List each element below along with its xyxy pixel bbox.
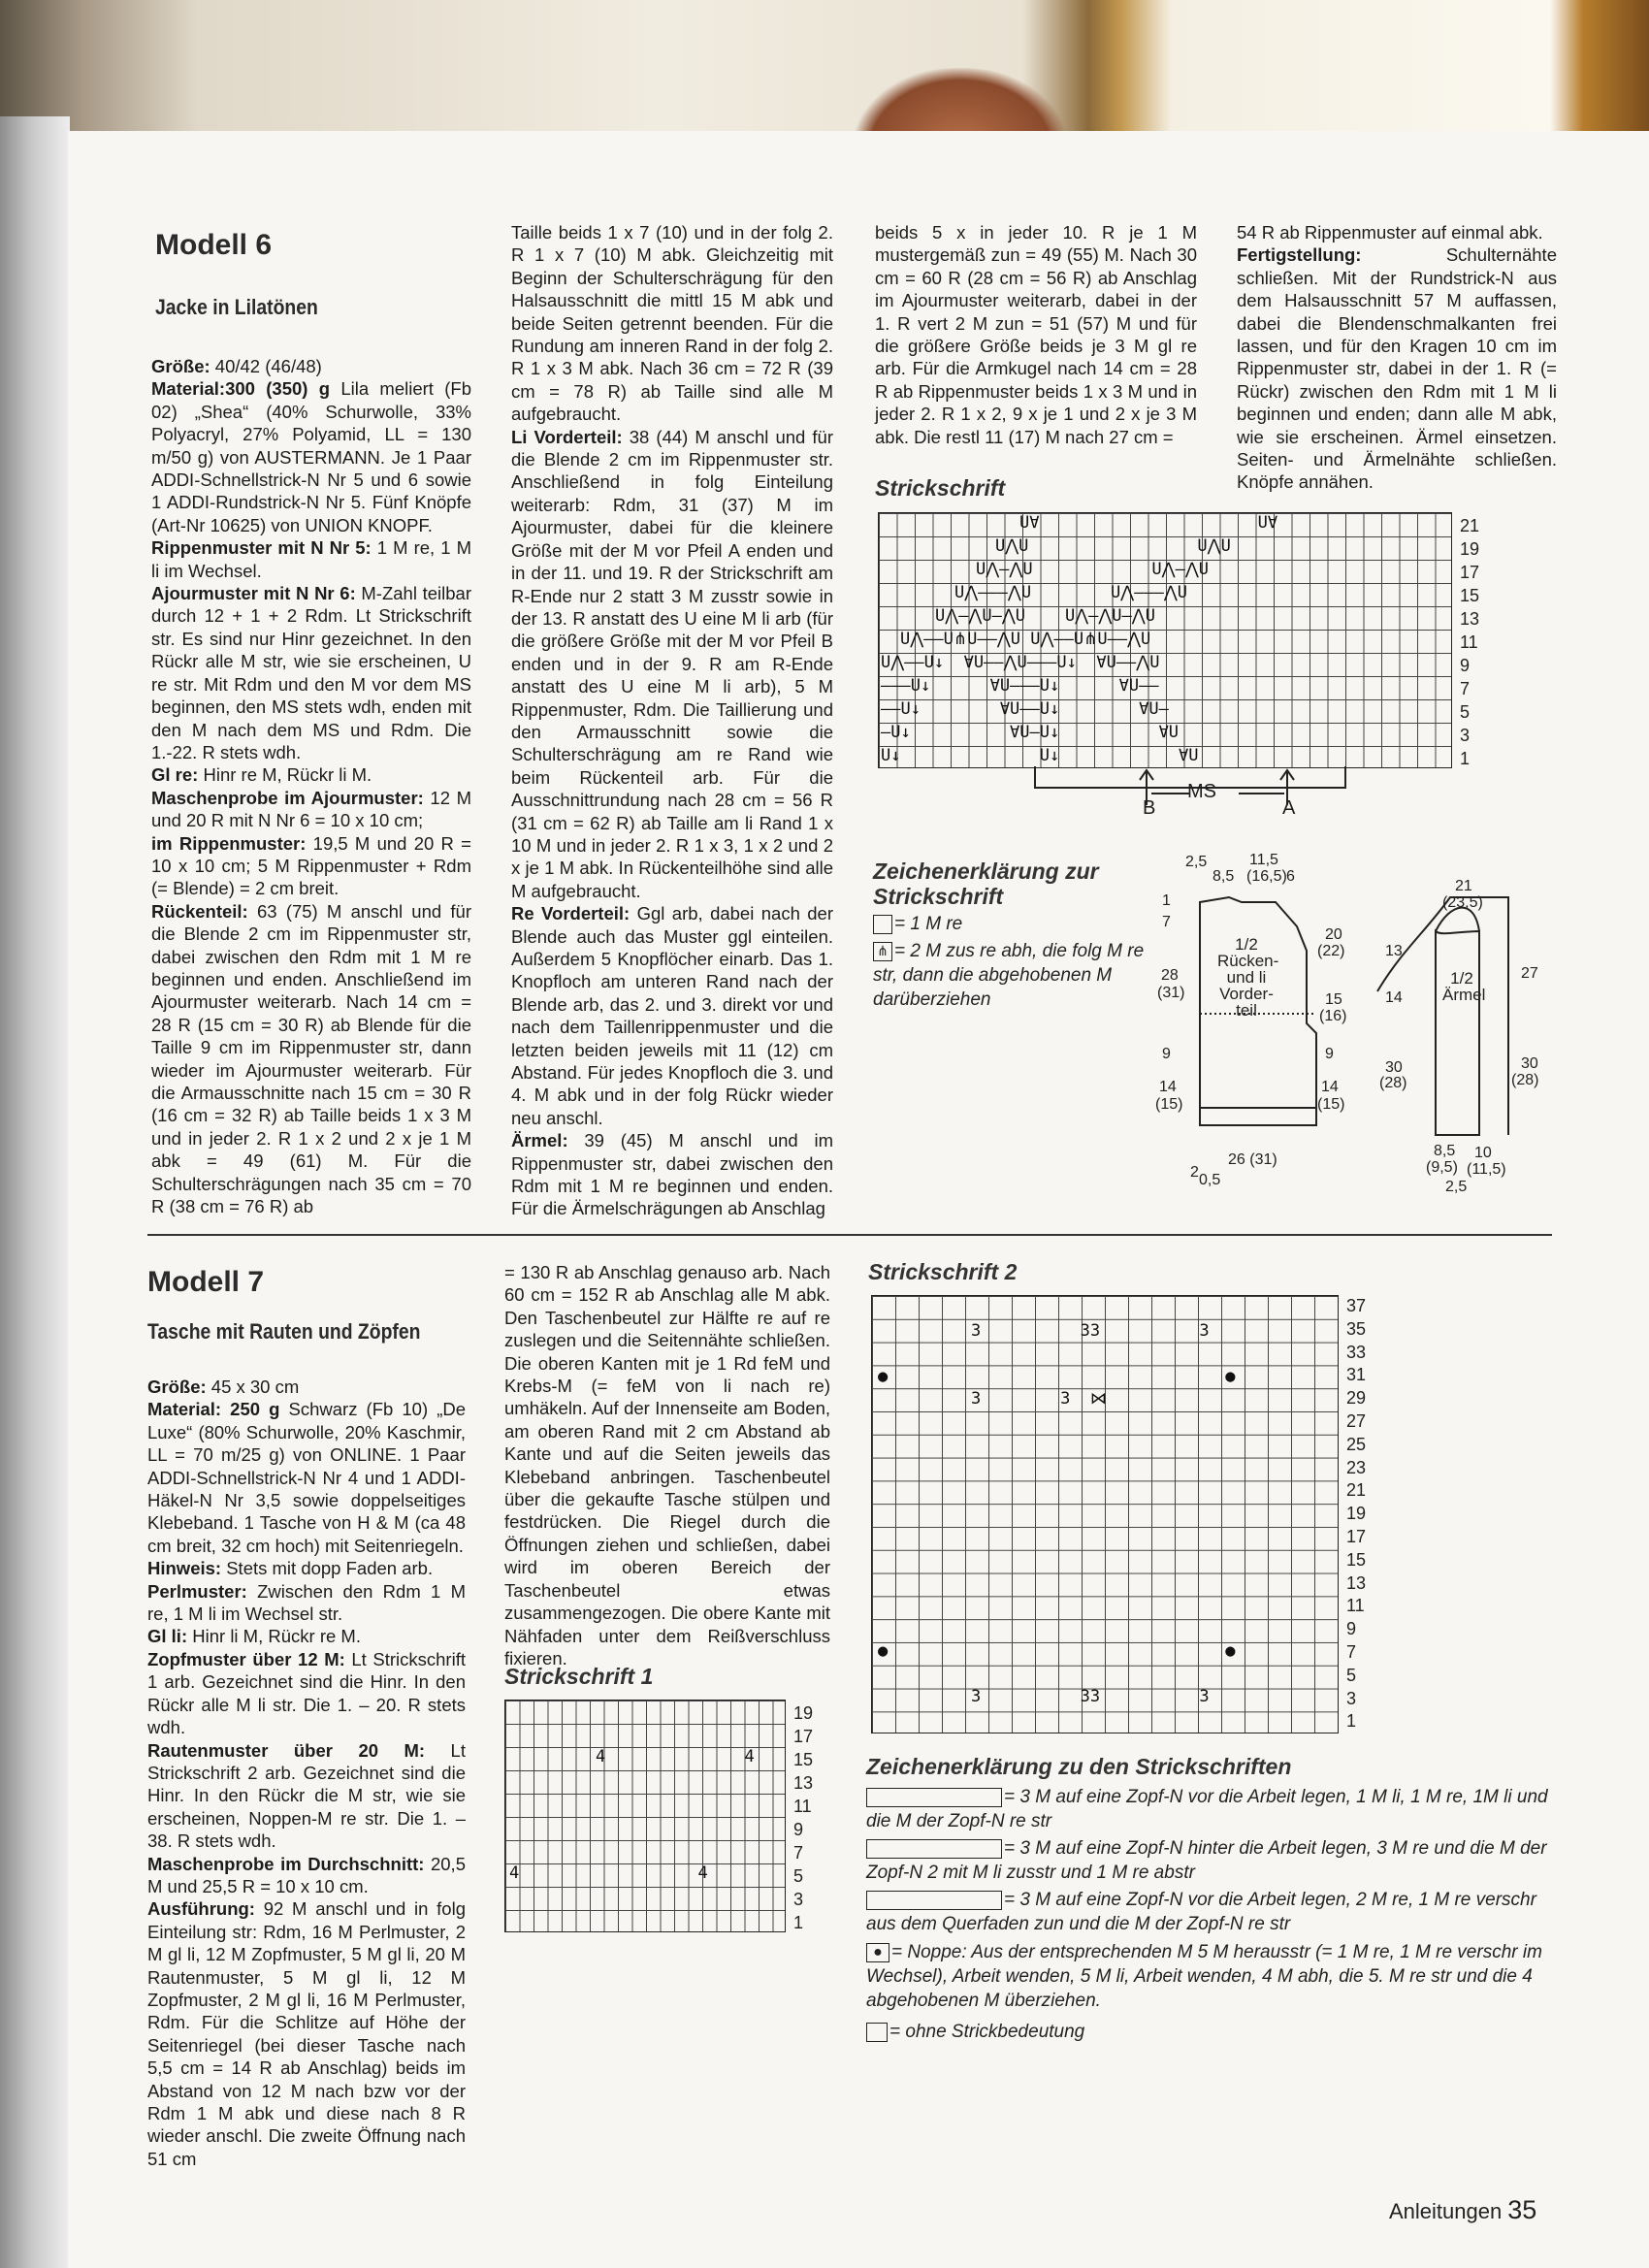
row-number: 7 (1460, 679, 1471, 698)
legend-text: = 1 M re (894, 914, 963, 934)
keyword: Gl re: (151, 764, 199, 786)
model7-legend-item-2 (866, 1836, 1565, 1885)
paragraph (511, 426, 833, 903)
schematic-dim: 13 (1385, 943, 1403, 959)
schematic-dim: (28) (1511, 1072, 1539, 1088)
legend-text: = 3 M auf eine Zopf-N hinter die Arbeit legen, 3 M re und die M der Zopf-N 2 mit M li zusstr und 1 M re abstr (866, 1838, 1547, 1883)
schematic-dim: 8,5 (1212, 868, 1235, 885)
keyword: im Rippenmuster: (151, 832, 307, 854)
paragraph (1237, 243, 1557, 493)
body-text: beids 5 x in jeder 10. R je 1 M mustergemäß zun = 49 (55) M. Nach 30 cm = 60 R (28 cm = 56 R) ab Anschlag im Ajourmuster weiterarb, dabei in der 1. R vert 2 M zun = 51 (57) M und für die größere Größe beids je 3 M gl re arb. Für die Armkugel nach 14 cm = 28 R ab Rippenmuster beids 1 x 3 M und in jeder 2. R 1 x 2, 9 x je 1 und 2 x je 3 M abk. Die restl 11 (17) M nach 27 cm = (875, 222, 1197, 447)
row-number: 13 (793, 1773, 814, 1793)
page-footer (1389, 2195, 1536, 2225)
paragraph (151, 536, 471, 582)
schematic-dim: 2 (1190, 1164, 1199, 1181)
body-text: Lt Strickschrift 1 arb. Gezeichnet sind die Hinr. In den Rückr alle M li str. Die 1. – 20. R stets wdh. (147, 1648, 466, 1738)
schematic-dim: 0,5 (1199, 1172, 1221, 1188)
legend-text: = ohne Strickbedeutung (889, 2022, 1085, 2042)
schematic-dim: (11,5) (1467, 1161, 1506, 1178)
paragraph (1237, 221, 1557, 243)
body-text: 20,5 M und 25,5 R = 10 x 10 cm. (147, 1853, 466, 1896)
model7-column-1 (147, 1376, 466, 2170)
paragraph (511, 221, 833, 426)
model7-legend-item-3 (866, 1888, 1565, 1936)
blank-cell-icon (873, 915, 892, 934)
body-text: Lila meliert (Fb 02) „Shea“ (40% Schurwolle, 33% Polyacryl, 27% Polyamid, LL = 130 m/50 g) von AUSTERMANN. Je 1 Paar ADDI-Schnellstrick-N Nr 5 und 6 sowie 1 ADDI-Rundstrick-N Nr 5. Fünf Knöpfe (Art-Nr 10625) von UNION KNOPF. (151, 378, 471, 535)
row-number: 5 (1460, 702, 1471, 722)
model6-ms-label: MS (1187, 781, 1216, 802)
schematic-piece-label: 1/2 Rücken- und li Vorder- teil (1217, 935, 1279, 1020)
chart-symbols: U⋀–––⋀U U⋀–––⋀U (954, 583, 1188, 602)
chart-symbols: 4 4 (596, 1747, 755, 1766)
chart-symbols: 3 3 ⋈ (971, 1389, 1107, 1409)
keyword: Maschenprobe im Durchschnitt: (147, 1853, 425, 1874)
paragraph (151, 377, 471, 536)
no-stitch-symbol-icon (866, 2023, 888, 2042)
schematic-dim: 6 (1286, 868, 1295, 885)
arrow-a-label: A (1282, 797, 1296, 819)
row-number: 19 (1346, 1504, 1367, 1524)
book-spine (0, 116, 70, 2268)
keyword: Perlmuster: (147, 1580, 247, 1602)
section-divider (147, 1234, 1552, 1236)
schematic-dim: 9 (1162, 1046, 1171, 1062)
model6-subtitle: Jacke in Lilatönen (155, 295, 318, 319)
row-number: 17 (1346, 1527, 1367, 1546)
chart-symbols: ––U↓ ∀U––U↓ ∀U– (881, 699, 1169, 719)
row-number: 7 (1346, 1642, 1357, 1662)
keyword: Maschenprobe im Ajourmuster: (151, 787, 424, 808)
paragraph (147, 1853, 466, 1898)
model7-chart1-title: Strickschrift 1 (504, 1664, 654, 1689)
schematic-dim: 15 (1325, 991, 1342, 1008)
row-number: 1 (1346, 1711, 1357, 1732)
model7-legend-title: Zeichenerklärung zu den Strickschriften (866, 1754, 1292, 1779)
legend-text: = 2 M zus re abh, die folg M re str, dann die abgehobenen M darüberziehen (873, 941, 1145, 1010)
legend-text: = Noppe: Aus der entsprechenden M 5 M herausstr (= 1 M re, 1 M re verschr im Wechsel), Arbeit wenden, 5 M li, Arbeit wenden, 4 M abh, die 5. M re str und die 4 abgehobenen M überziehen. (866, 1942, 1542, 2011)
schematic-dim: 8,5 (1434, 1143, 1456, 1159)
chart-symbols: ● ● (878, 1367, 1236, 1386)
model7-chart2-title: Strickschrift 2 (868, 1259, 1018, 1284)
paragraph (147, 1376, 466, 1398)
keyword: Li Vorderteil: (511, 426, 623, 447)
row-number: 13 (1460, 609, 1480, 629)
model7-legend-item-1 (866, 1785, 1565, 1833)
paragraph (147, 1739, 466, 1853)
row-number: 33 (1346, 1342, 1367, 1362)
keyword: Rippenmuster mit N Nr 5: (151, 537, 372, 559)
row-number: 21 (1460, 516, 1480, 535)
chart-symbols: U⋀––U⋔U––⋀U U⋀––U⋔U––⋀U (900, 630, 1151, 649)
keyword: Ajourmuster mit N Nr 6: (151, 583, 356, 604)
body-text: Hinr re M, Rückr li M. (198, 764, 372, 786)
row-number: 15 (1346, 1549, 1367, 1570)
keyword: Gl li: (147, 1626, 188, 1647)
schematic-dim: 2,5 (1185, 854, 1208, 870)
keyword: Größe: (147, 1377, 207, 1397)
schematic-dim: 9 (1325, 1046, 1334, 1062)
model6-column-1 (151, 355, 471, 1217)
row-number: 19 (793, 1703, 814, 1723)
body-text: Hinr li M, Rückr re M. (187, 1626, 361, 1647)
decrease-symbol-icon: ⋔ (873, 942, 892, 961)
body-text: Zwischen den Rdm 1 M re, 1 M li im Wechsel str. (147, 1580, 466, 1625)
row-number: 25 (1346, 1434, 1367, 1454)
chart-symbols: 3 33 3 (971, 1321, 1210, 1341)
keyword: Rautenmuster über 20 M: (147, 1739, 426, 1761)
row-number: 37 (1346, 1296, 1367, 1315)
row-number: 1 (1460, 749, 1471, 768)
row-number: 15 (1460, 586, 1480, 605)
model6-chart-grid (878, 512, 1452, 768)
paragraph (151, 787, 471, 832)
model7-title: Modell 7 (147, 1266, 265, 1298)
model6-legend-item-2 (873, 939, 1145, 1012)
chart-symbols: –U↓ ∀U–U↓ ∀U (881, 723, 1180, 742)
chart-symbols: –––U↓ ∀U–––U↓ ∀U–– (881, 676, 1159, 696)
model7-chart1-grid (504, 1700, 786, 1932)
model6-column-2 (511, 221, 833, 1220)
chart-symbols: U↓ U↓ ∀U (881, 746, 1199, 765)
body-text: 63 (75) M anschl und für die Blende 2 cm im Rippenmuster str, dabei zwischen den Rdm mit 1 M re beginnen und enden. Anschließend im Ajourmuster weiterarb. Nach 14 cm = 28 R (15 cm = 30 R) ab Blende für die Taille 9 cm im Rippenmuster str, dann wieder im Ajourmuster weiterarb. Für die Armausschnitte nach 15 cm = 30 R (16 cm = 32 R) ab Taille beids 1 x 3 M und in jeder 2. R 1 x 2 und 2 x je 1 M abk = 49 (61) M. Für die Schulterschrägungen nach 35 cm = 70 R (38 cm = 76 R) ab (151, 900, 471, 1217)
row-number: 9 (1346, 1619, 1357, 1639)
cable-front-symbol-icon (866, 1788, 1002, 1807)
schematic-dim: 20 (1325, 926, 1342, 943)
model7-subtitle: Tasche mit Rauten und Zöpfen (147, 1319, 421, 1344)
row-number: 21 (1346, 1480, 1367, 1501)
paragraph (147, 1625, 466, 1647)
schematic-dim: 14 (1159, 1079, 1177, 1095)
paragraph (511, 902, 833, 1129)
row-number: 3 (1346, 1688, 1357, 1708)
paragraph (147, 1398, 466, 1557)
row-number: 11 (1346, 1596, 1365, 1616)
row-number: 1 (793, 1913, 804, 1932)
schematic-dim: (15) (1317, 1096, 1345, 1113)
row-number: 13 (1346, 1572, 1367, 1593)
cable-increase-symbol-icon (866, 1891, 1002, 1910)
row-number: 7 (793, 1843, 804, 1863)
model7-chart2-grid (871, 1295, 1339, 1733)
header-photo (0, 0, 1649, 134)
schematic-dim: 30 (1521, 1055, 1538, 1072)
body-text: 92 M anschl und in folg Einteilung str: Rdm, 16 M Perlmuster, 2 M gl li, 12 M Zopfmuster, 5 M gl li, 20 M Rautenmuster, 5 M gl li, 12 M Zopfmuster, 2 M gl li, 16 M Perlmuster, Rdm. Für die Schlitze auf Höhe der Seitenriegel (bei dieser Tasche nach 5,5 cm = 14 R ab Anschlag) beids im Abstand von 12 M nach bzw vor der Rdm 1 M abk und diese nach 8 R wieder anschl. Die zweite Öffnung nach 51 cm (147, 1898, 466, 2169)
keyword: Ärmel: (511, 1130, 568, 1151)
keyword: Ausführung: (147, 1898, 255, 1920)
schematic-dim: 1 (1162, 892, 1171, 909)
model7-legend-item-4 (866, 1940, 1565, 2013)
keyword: Größe: (151, 356, 210, 376)
schematic-dim: (23,5) (1442, 894, 1483, 911)
chart-symbols: 3 33 3 (971, 1687, 1210, 1706)
body-text: 12 M und 20 R mit N Nr 6 = 10 x 10 cm; (151, 787, 471, 831)
body-text: Taille beids 1 x 7 (10) und in der folg 2. R 1 x 7 (10) M abk. Gleichzeitig mit Beginn der Schulterschrägung für den Halsausschnitt die mittl 15 M abk und beide Seiten getrennt beenden. Für die Rundung am inneren Rand in der folg 2. R 1 x 3 M abk. Nach 36 cm = 72 R (39 cm = 78 R) ab Taille sind alle M aufgebraucht. (511, 222, 833, 425)
schematic-dim: 14 (1321, 1079, 1339, 1095)
keyword: Re Vorderteil: (511, 903, 630, 924)
schematic-dim: 27 (1521, 965, 1538, 982)
bobble-symbol-icon: ● (866, 1943, 889, 1962)
row-number: 17 (793, 1727, 814, 1746)
row-number: 9 (793, 1820, 804, 1839)
row-number: 5 (1346, 1665, 1357, 1685)
chart-symbols: 4 4 (509, 1863, 708, 1883)
body-text: = 130 R ab Anschlag genauso arb. Nach 60 cm = 152 R ab Anschlag alle M abk. Den Taschenbeutel zur Hälfte re auf re zuslegen und die Seitennähte schließen. Die oberen Kanten mit je 1 Rd feM und Krebs-M (= feM von li nach re) umhäkeln. Auf der Innenseite am Boden, am oberen Rand mit 2 cm Abstand ab Kante und auf die Seiten jeweils das Klebeband anbringen. Taschenbeutel über die gekaufte Tasche stülpen und festdrücken. Die Riegel durch die Öffnungen ziehen und schließen, dabei wird im oberen Bereich der Taschenbeutel etwas zusammengezogen. Die obere Kante mit Nähfaden unter dem Reißverschluss fixieren. (504, 1262, 830, 1669)
chart-symbols: U⋀––U↓ ∀U––⋀U–––U↓ ∀U––⋀U (881, 653, 1160, 672)
body-text: 54 R ab Rippenmuster auf einmal abk. (1237, 222, 1543, 243)
model6-legend-item-1 (873, 912, 1145, 936)
model6-chart-title: Strickschrift (875, 475, 1006, 501)
paragraph (151, 582, 471, 763)
schematic-dim: 2,5 (1445, 1179, 1468, 1195)
body-text: Schulternähte schließen. Mit der Rundstrick-N aus dem Halsausschnitt 57 M auffassen, dabei die Blendenschmalkanten frei lassen, und für den Kragen 10 cm im Rippenmuster str, dabei in der 1. R (= Rückr) zwischen den Rdm mit 1 M li beginnen und enden; dann alle M abk, wie sie erscheinen. Ärmel einsetzen. Seiten- und Ärmelnähte schließen. Knöpfe annähen. (1237, 244, 1557, 493)
paragraph (147, 1897, 466, 2170)
paragraph (147, 1580, 466, 1626)
paragraph (151, 832, 471, 900)
paragraph (151, 763, 471, 786)
schematic-dim: 28 (1161, 967, 1179, 984)
keyword: Fertigstellung: (1237, 244, 1362, 266)
row-number: 17 (1460, 563, 1480, 582)
schematic-dim: 21 (1455, 878, 1472, 894)
model6-column-4 (1237, 221, 1557, 494)
row-number: 19 (1460, 539, 1480, 559)
row-number: 15 (793, 1750, 814, 1769)
body-text: M-Zahl teilbar durch 12 + 1 + 2 Rdm. Lt Strickschrift str. Es sind nur Hinr gezeichnet. In den Rückr alle M str, wie sie erscheinen, U re str. Mit Rdm und den M vor dem MS beginnen, den MS stets wdh, enden mit den M nach dem MS und Rdm. Die 1.-22. R stets wdh. (151, 583, 471, 762)
model7-column-2 (504, 1261, 830, 1669)
cable-back-symbol-icon (866, 1839, 1002, 1859)
paragraph (147, 1557, 466, 1579)
body-text: 39 (45) M anschl und im Rippenmuster str, dabei zwischen den Rdm mit 1 M re beginnen und enden. Für die Ärmelschrägungen ab Anschlag (511, 1130, 833, 1219)
body-text: Ggl arb, dabei nach der Blende auch das Muster ggl einteilen. Außerdem 5 Knopflöcher einarb. Das 1. Knopfloch am unteren Rand nach der Blende arb, das 2. und 3. direkt vor und nach dem Taillenrippenmuster und die letzten beiden jeweils mit 11 (12) cm Abstand. Für jedes Knopfloch die 3. und 4. M abk und in der folg Rückr wieder neu anschl. (511, 903, 833, 1128)
body-text: Stets mit dopp Faden arb. (221, 1558, 434, 1579)
legend-text: = 3 M auf eine Zopf-N vor die Arbeit legen, 2 M re, 1 M re verschr aus dem Querfaden zun und die M der Zopf-N re str (866, 1890, 1536, 1934)
paragraph (875, 221, 1197, 448)
row-number: 27 (1346, 1411, 1367, 1431)
chart-symbols: U⋀–⋀U U⋀–⋀U (976, 560, 1210, 579)
schematic-dim: (22) (1317, 943, 1345, 959)
row-number: 11 (793, 1797, 812, 1816)
row-number: 5 (793, 1866, 804, 1886)
chart-symbols: U∀ U∀ (1019, 513, 1278, 533)
model6-legend-title: Zeichenerklärung zur Strickschrift (873, 859, 1099, 909)
paragraph (147, 1648, 466, 1739)
sleeve-piece-label: 1/2 Ärmel (1442, 969, 1486, 1004)
body-text: 38 (44) M anschl und für die Blende 2 cm im Rippenmuster str. Anschließend in folg Einteilung weiterarb: Rdm, 31 (37) M im Ajourmuster, dabei für die kleinere Größe mit der M vor Pfeil A enden und in der 11. und 19. R der Strickschrift am R-Ende nur 2 statt 3 M zusstr sowie in der 13. R anstatt des U eine M li arb (für die größere Größe mit der M vor Pfeil B enden und in der 9. R am R-Ende anstatt des U eine M li arb), 5 M Rippenmuster, Rdm. Die Taillierung und den Armausschnitt sowie die Schulterschrägung am re Rand wie beim Rückenteil arb. Für die Ausschnittrundung nach 28 cm = 56 R (31 cm = 62 R) ab Taille am li Rand 1 x 10 M und in jeder 2. R 1 x 3, 1 x 2 und 2 x je 1 M abk. In Rückenteilhöhe sind alle M aufgebraucht. (511, 426, 833, 901)
model7-legend-item-5 (866, 2020, 1565, 2044)
arrow-b-label: B (1143, 797, 1156, 819)
row-number: 29 (1346, 1388, 1367, 1409)
body-text: Lt Strickschrift 2 arb. Gezeichnet sind die Hinr. In den Rückr die M str, wie sie erscheinen, Noppen-M re str. Die 1. – 38. R stets wdh. (147, 1739, 466, 1852)
keyword: Zopfmuster über 12 M: (147, 1648, 345, 1669)
schematic-dim: 10 (1474, 1145, 1492, 1161)
model6-column-3 (875, 221, 1197, 448)
schematic-dim: 7 (1162, 914, 1171, 930)
row-number: 3 (793, 1890, 804, 1909)
model6-title: Modell 6 (155, 229, 273, 261)
row-number: 23 (1346, 1457, 1367, 1477)
row-number: 35 (1346, 1318, 1367, 1339)
body-text: 1 M re, 1 M li im Wechsel. (151, 537, 471, 581)
keyword: Material:300 (350) g (151, 378, 331, 400)
row-number: 31 (1346, 1365, 1367, 1385)
chart-symbols: U⋀U U⋀U (995, 536, 1231, 556)
schematic-dim: (16) (1319, 1008, 1347, 1024)
schematic-dim: 30 (1385, 1059, 1403, 1076)
body-text: 19,5 M und 20 R = 10 x 10 cm; 5 M Rippenmuster + Rdm (= Blende) = 2 cm breit. (151, 832, 471, 899)
chart-symbols: U⋀–⋀U–⋀U U⋀–⋀U–⋀U (935, 606, 1155, 626)
schematic-dim: 14 (1385, 989, 1403, 1006)
paragraph (151, 900, 471, 1218)
body-text: 40/42 (46/48) (210, 356, 322, 376)
schematic-dim: (31) (1157, 985, 1185, 1001)
body-text: Schwarz (Fb 10) „De Luxe“ (80% Schurwolle, 20% Kaschmir, LL = 70 m/25 g) von ONLINE. 1 Paar ADDI-Schnellstrick-N Nr 4 und 1 ADDI-Häkel-N Nr 3,5 sowie doppelseitiges Klebeband. 1 Tasche von H & M (ca 48 cm breit, 32 cm hoch) mit Seitenriegeln. (147, 1399, 466, 1556)
schematic-dim: (28) (1379, 1075, 1407, 1091)
legend-text: = 3 M auf eine Zopf-N vor die Arbeit legen, 1 M li, 1 M re, 1M li und die M der Zopf-N re str (866, 1787, 1548, 1831)
paragraph (151, 355, 471, 377)
paragraph (504, 1261, 830, 1669)
schematic-dim: (16,5) (1246, 868, 1287, 885)
row-number: 3 (1460, 726, 1471, 745)
keyword: Material: 250 g (147, 1399, 280, 1420)
row-number: 11 (1460, 632, 1478, 652)
schematic-dim: 11,5 (1249, 852, 1278, 868)
schematic-dim: (9,5) (1426, 1159, 1458, 1176)
keyword: Rückenteil: (151, 900, 248, 922)
footer-section: Anleitungen (1389, 2199, 1503, 2223)
paragraph (511, 1129, 833, 1220)
body-text: 45 x 30 cm (206, 1377, 300, 1397)
keyword: Hinweis: (147, 1558, 222, 1579)
page-number: 35 (1507, 2195, 1537, 2224)
schematic-dim: (15) (1155, 1096, 1183, 1113)
schematic-dim: 26 (31) (1228, 1151, 1277, 1168)
chart-symbols: ● ● (878, 1641, 1236, 1661)
row-number: 9 (1460, 656, 1471, 675)
